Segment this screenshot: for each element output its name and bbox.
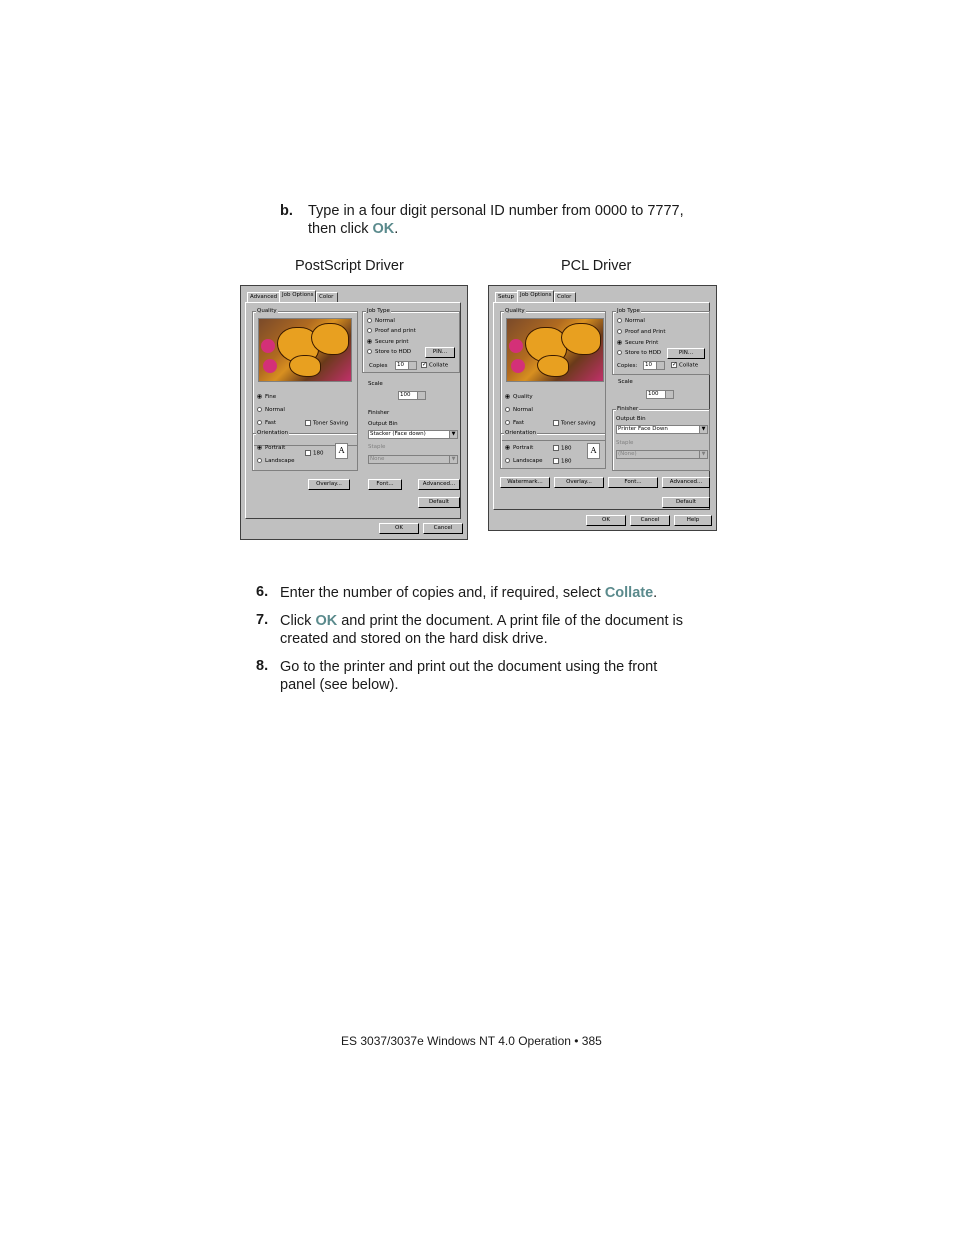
orientation-page-icon: A (335, 443, 348, 459)
quality-fast-label: Fast (513, 420, 525, 426)
pin-button[interactable]: PIN... (667, 348, 705, 359)
job-type-normal-option[interactable] (617, 318, 645, 324)
spin-icon[interactable] (656, 362, 664, 369)
pcl-dialog (488, 285, 717, 531)
output-bin-select[interactable] (616, 425, 708, 434)
radio-icon (505, 445, 510, 450)
chevron-down-icon[interactable]: ▼ (699, 451, 707, 458)
ps-panel (245, 302, 461, 519)
rotate-180-checkbox[interactable] (305, 450, 324, 457)
quality-group-label: Quality (257, 308, 277, 314)
step-6-text (280, 584, 657, 602)
staple-label: Staple (368, 444, 386, 450)
checkbox-icon (305, 420, 311, 426)
step-b-line2 (308, 220, 398, 238)
butterfly-photo (506, 318, 604, 382)
output-bin-value: Printer Face Down (618, 426, 668, 432)
quality-group (252, 308, 358, 446)
step-b-label: b. (280, 203, 293, 219)
step-7-pre: Click (280, 613, 316, 629)
step-8-line2: panel (see below). (280, 677, 399, 693)
copies-input[interactable] (395, 361, 417, 370)
spin-icon[interactable] (665, 391, 673, 398)
collate-highlight: Collate (604, 585, 654, 601)
job-type-normal-option[interactable] (367, 318, 395, 324)
output-bin-value: Stacker (Face down) (370, 431, 426, 437)
staple-select[interactable] (368, 455, 458, 464)
advanced-button[interactable]: Advanced... (662, 477, 710, 488)
scale-value: 100 (648, 391, 659, 397)
overlay-button[interactable]: Overlay... (308, 479, 350, 490)
quality-fine-option[interactable] (257, 394, 276, 400)
portrait-label: Portrait (265, 445, 286, 451)
collate-checkbox[interactable] (671, 362, 698, 369)
orientation-group (252, 430, 358, 471)
job-type-proof-label: Proof and Print (625, 329, 666, 335)
staple-value: None (370, 456, 385, 462)
landscape-label: Landscape (265, 458, 295, 464)
job-type-store-option[interactable] (367, 349, 411, 355)
step-8-line1: Go to the printer and print out the document using the front (280, 659, 658, 675)
ok-button[interactable]: OK (379, 523, 419, 534)
copies-label: Copies (369, 363, 388, 369)
rotate-180-checkbox[interactable] (553, 445, 572, 452)
radio-icon (505, 394, 510, 399)
chevron-down-icon[interactable]: ▼ (449, 456, 457, 463)
radio-icon (367, 318, 372, 323)
radio-icon (257, 445, 262, 450)
quality-normal-label: Normal (265, 407, 285, 413)
pcl-panel (493, 302, 710, 510)
default-button[interactable]: Default (418, 497, 460, 508)
quality-fast-option[interactable] (505, 420, 524, 426)
scale-input[interactable] (646, 390, 674, 399)
scale-label: Scale (368, 381, 383, 387)
radio-icon (367, 328, 372, 333)
copies-value: 10 (645, 362, 652, 368)
chevron-down-icon[interactable]: ▼ (699, 426, 707, 433)
job-type-group-label: Job Type (367, 308, 390, 314)
copies-input[interactable] (643, 361, 665, 370)
radio-icon (505, 407, 510, 412)
toner-saving-checkbox[interactable] (305, 420, 348, 427)
job-type-proof-option[interactable] (367, 328, 416, 334)
overlay-button[interactable]: Overlay... (554, 477, 604, 488)
orientation-landscape-option[interactable] (505, 458, 543, 464)
tab-advanced[interactable]: Advanced (247, 292, 280, 302)
radio-icon (617, 340, 622, 345)
scale-value: 100 (400, 392, 411, 398)
step-b-line1: Type in a four digit personal ID number from 0000 to 7777, (308, 203, 684, 219)
radio-icon (367, 349, 372, 354)
step-8-number: 8. (256, 658, 269, 674)
radio-icon (367, 339, 372, 344)
job-type-group (362, 308, 460, 373)
collate-label: Collate (429, 362, 449, 369)
tab-setup[interactable]: Setup (495, 292, 518, 302)
job-type-store-option[interactable] (617, 350, 661, 356)
orientation-landscape-option[interactable] (257, 458, 295, 464)
staple-value: (None) (618, 451, 637, 457)
checkbox-icon (553, 420, 559, 426)
finisher-label: Finisher (368, 410, 390, 416)
collate-checkbox[interactable] (421, 362, 448, 369)
job-type-secure-label: Secure print (375, 339, 409, 345)
quality-normal-option[interactable] (257, 407, 285, 413)
radio-icon (257, 420, 262, 425)
scale-label: Scale (618, 379, 633, 385)
step-6-number: 6. (256, 584, 269, 600)
quality-fine-label: Fine (265, 394, 277, 400)
radio-icon (505, 420, 510, 425)
ok-highlight: OK (372, 221, 395, 237)
postscript-caption: PostScript Driver (295, 258, 404, 274)
checkbox-icon: ✓ (422, 361, 428, 368)
job-type-normal-label: Normal (625, 318, 645, 324)
landscape-label: Landscape (513, 458, 543, 464)
orientation-portrait-option[interactable] (505, 445, 533, 451)
toner-saving-label: Toner Saving (313, 420, 349, 427)
quality-quality-option[interactable] (505, 394, 533, 400)
finisher-group (612, 406, 710, 471)
ok-highlight: OK (315, 613, 338, 629)
job-type-group (612, 308, 710, 375)
output-bin-select[interactable] (368, 430, 458, 439)
quality-group-label: Quality (505, 308, 525, 314)
tab-job-options[interactable]: Job Options (517, 290, 554, 302)
copies-value: 10 (397, 362, 404, 368)
cancel-button[interactable]: Cancel (423, 523, 463, 534)
step-7-line1 (280, 612, 683, 630)
finisher-label: Finisher (617, 406, 639, 412)
rotate-180-label: 180 (313, 450, 324, 457)
quality-normal-label: Normal (513, 407, 533, 413)
checkbox-icon: ✓ (672, 361, 678, 368)
orientation-group (500, 430, 606, 469)
job-type-group-label: Job Type (617, 308, 640, 314)
portrait-label: Portrait (513, 445, 534, 451)
cancel-button[interactable]: Cancel (630, 515, 670, 526)
job-type-secure-option[interactable] (367, 339, 409, 345)
job-type-normal-label: Normal (375, 318, 395, 324)
quality-fast-option[interactable] (257, 420, 276, 426)
collate-label: Collate (679, 362, 699, 369)
rotate-180-label: 180 (561, 445, 572, 452)
orientation-page-icon: A (587, 443, 600, 459)
toner-saving-label: Toner saving (561, 420, 596, 427)
watermark-button[interactable]: Watermark... (500, 477, 550, 488)
quality-group (500, 308, 606, 441)
chevron-down-icon[interactable]: ▼ (449, 431, 457, 438)
font-button[interactable]: Font... (608, 477, 658, 488)
radio-icon (617, 350, 622, 355)
postscript-dialog (240, 285, 468, 540)
advanced-button[interactable]: Advanced... (418, 479, 460, 490)
radio-icon (257, 407, 262, 412)
job-type-proof-label: Proof and print (375, 328, 416, 334)
default-button[interactable]: Default (662, 497, 710, 508)
staple-label: Staple (616, 440, 634, 446)
radio-icon (617, 329, 622, 334)
quality-normal-option[interactable] (505, 407, 533, 413)
checkbox-icon (553, 445, 559, 451)
step-b-period: . (394, 221, 399, 237)
butterfly-photo (258, 318, 352, 382)
job-type-proof-option[interactable] (617, 329, 666, 335)
output-bin-label: Output Bin (616, 416, 646, 422)
job-type-secure-option[interactable] (617, 340, 658, 346)
scale-input[interactable] (398, 391, 426, 400)
output-bin-label: Output Bin (368, 421, 398, 427)
pin-button[interactable]: PIN... (425, 347, 455, 358)
orientation-portrait-option[interactable] (257, 445, 285, 451)
step-6-post: . (653, 585, 658, 601)
step-7-line2: created and stored on the hard disk drive. (280, 631, 548, 647)
spin-icon[interactable] (417, 392, 425, 399)
help-button[interactable]: Help (674, 515, 712, 526)
radio-icon (257, 458, 262, 463)
radio-icon (505, 458, 510, 463)
radio-icon (617, 318, 622, 323)
orientation-group-label: Orientation (257, 430, 289, 436)
spin-icon[interactable] (408, 362, 416, 369)
rotate-180-second-checkbox[interactable] (553, 458, 572, 465)
orientation-group-label: Orientation (505, 430, 537, 436)
job-type-secure-label: Secure Print (625, 340, 659, 346)
pcl-caption: PCL Driver (561, 258, 632, 274)
rotate-180-second-label: 180 (561, 458, 572, 465)
job-type-store-label: Store to HDD (375, 349, 412, 355)
checkbox-icon (305, 450, 311, 456)
tab-color[interactable]: Color (554, 292, 576, 302)
tab-color[interactable]: Color (316, 292, 338, 302)
toner-saving-checkbox[interactable] (553, 420, 596, 427)
step-6-pre: Enter the number of copies and, if required, select (280, 585, 605, 601)
step-b-text: then click (308, 221, 373, 237)
ok-button[interactable]: OK (586, 515, 626, 526)
page-footer: ES 3037/3037e Windows NT 4.0 Operation • 385 (341, 1034, 602, 1048)
copies-label: Copies: (617, 363, 638, 369)
radio-icon (257, 394, 262, 399)
step-7-post: and print the document. A print file of the document is (337, 613, 683, 629)
tab-job-options[interactable]: Job Options (279, 290, 316, 302)
quality-quality-label: Quality (513, 394, 533, 400)
quality-fast-label: Fast (265, 420, 277, 426)
font-button[interactable]: Font... (368, 479, 402, 490)
checkbox-icon (553, 458, 559, 464)
step-7-number: 7. (256, 612, 269, 628)
job-type-store-label: Store to HDD (625, 350, 662, 356)
staple-select[interactable] (616, 450, 708, 459)
